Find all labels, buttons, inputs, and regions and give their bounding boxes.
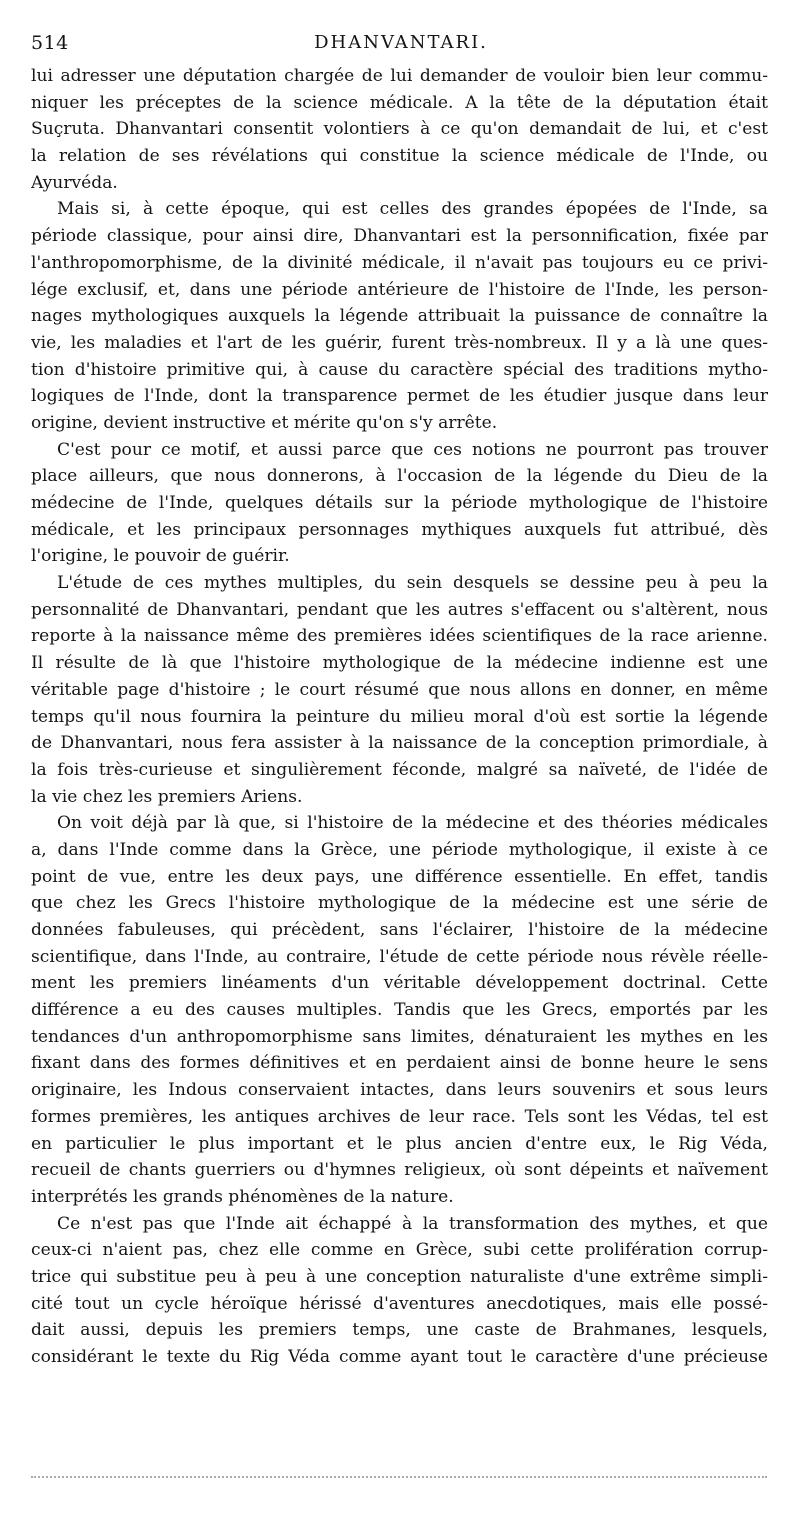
text-line: reporte à la naissance même des premières idées scientifiques de la race arienne. (31, 626, 768, 647)
text-line: origine, devient instructive et mérite qu'on s'y arrête. (31, 412, 498, 433)
text-line: lui adresser une députation chargée de lui demander de vouloir bien leur commu- (31, 66, 768, 86)
text-line: la relation de ses révélations qui constitue la science médicale de l'Inde, ou (31, 146, 768, 167)
text-line: On voit déjà par là que, si l'histoire de la médecine et des théories médicales (57, 813, 768, 834)
text-line: période classique, pour ainsi dire, Dhanvantari est la personnification, fixée par (31, 226, 768, 247)
text-line: données fabuleuses, qui précèdent, sans l'éclairer, l'histoire de la médecine (31, 920, 768, 940)
text-line: lége exclusif, et, dans une période antérieure de l'histoire de l'Inde, les person- (31, 279, 768, 300)
text-line: vie, les maladies et l'art de les guérir, furent très-nombreux. Il y a là une ques- (31, 332, 768, 353)
text-line: nages mythologiques auxquels la légende attribuait la puissance de connaître la (31, 306, 768, 327)
text-line: Suçruta. Dhanvantari consentit volontiers à ce qu'on demandait de lui, et c'est (31, 119, 768, 140)
text-line: logiques de l'Inde, dont la transparence permet de les étudier jusque dans leur (31, 386, 768, 407)
text-line: cité tout un cycle héroïque hérissé d'aventures anecdotiques, mais elle possé- (31, 1293, 768, 1314)
text-line: point de vue, entre les deux pays, une différence essentielle. En effet, tandis (31, 866, 768, 887)
text-line: ment les premiers linéaments d'un véritable développement doctrinal. Cette (31, 973, 768, 994)
text-line: Il résulte de là que l'histoire mythologique de la médecine indienne est une (31, 653, 768, 674)
footer-rule (31, 1476, 767, 1478)
text-line: différence a eu des causes multiples. Tandis que les Grecs, emportés par les (31, 1000, 768, 1021)
text-line: trice qui substitue peu à peu à une conception naturaliste d'une extrême simpli- (31, 1266, 768, 1287)
text-line: la fois très-curieuse et singulièrement féconde, malgré sa naïveté, de l'idée de (31, 759, 768, 780)
text-line: formes premières, les antiques archives de leur race. Tels sont les Védas, tel est (31, 1106, 768, 1127)
page-header (31, 26, 771, 62)
text-line: temps qu'il nous fournira la peinture du milieu moral d'où est sortie la légende (31, 706, 768, 727)
body-text (31, 63, 768, 1371)
text-line: de Dhanvantari, nous fera assister à la naissance de la conception primordiale, à (31, 733, 768, 754)
text-line: véritable page d'histoire ; le court résumé que nous allons en donner, en même (31, 679, 768, 700)
text-line: tion d'histoire primitive qui, à cause du caractère spécial des traditions mytho- (31, 359, 768, 380)
text-line: Ce n'est pas que l'Inde ait échappé à la transformation des mythes, et que (57, 1213, 768, 1234)
text-line: que chez les Grecs l'histoire mythologique de la médecine est une série de (31, 893, 768, 914)
running-title: DHANVANTARI. (314, 32, 488, 53)
text-line: interprétés les grands phénomènes de la nature. (31, 1186, 454, 1207)
text-line: considérant le texte du Rig Véda comme ayant tout le caractère d'une précieuse (31, 1347, 768, 1367)
text-line: Ayurvéda. (31, 172, 118, 193)
page-number: 514 (31, 32, 69, 54)
text-line: L'étude de ces mythes multiples, du sein desquels se dessine peu à peu la (57, 573, 768, 594)
text-line: tendances d'un anthropomorphisme sans limites, dénaturaient les mythes en les (31, 1026, 768, 1047)
text-line: la vie chez les premiers Ariens. (31, 786, 303, 807)
text-line: médecine de l'Inde, quelques détails sur la période mythologique de l'histoire (31, 493, 768, 513)
text-line: Mais si, à cette époque, qui est celles des grandes épopées de l'Inde, sa (57, 199, 768, 220)
text-line: médicale, et les principaux personnages mythiques auxquels fut attribué, dès (31, 519, 768, 540)
text-line: niquer les préceptes de la science médicale. A la tête de la députation était (31, 92, 768, 113)
text-line: l'anthropomorphisme, de la divinité médicale, il n'avait pas toujours eu ce privi- (31, 252, 768, 273)
text-line: C'est pour ce motif, et aussi parce que ces notions ne pourront pas trouver (57, 439, 768, 460)
text-line: recueil de chants guerriers ou d'hymnes religieux, où sont dépeints et naïvement (31, 1160, 768, 1181)
text-line: place ailleurs, que nous donnerons, à l'occasion de la légende du Dieu de la (31, 466, 768, 487)
text-line: ceux-ci n'aient pas, chez elle comme en Grèce, subi cette prolifération corrup- (31, 1240, 768, 1261)
text-line: fixant dans des formes définitives et en perdaient ainsi de bonne heure le sens (31, 1053, 768, 1074)
text-line: dait aussi, depuis les premiers temps, une caste de Brahmanes, lesquels, (31, 1320, 768, 1341)
text-line: personnalité de Dhanvantari, pendant que les autres s'effacent ou s'altèrent, nous (31, 599, 768, 620)
text-line: en particulier le plus important et le plus ancien d'entre eux, le Rig Véda, (31, 1133, 768, 1154)
text-line: a, dans l'Inde comme dans la Grèce, une période mythologique, il existe à ce (31, 839, 768, 860)
text-line: scientifique, dans l'Inde, au contraire, l'étude de cette période nous révèle réelle- (31, 946, 768, 967)
text-line: originaire, les Indous conservaient intactes, dans leurs souvenirs et sous leurs (31, 1080, 768, 1101)
text-line: l'origine, le pouvoir de guérir. (31, 546, 290, 567)
